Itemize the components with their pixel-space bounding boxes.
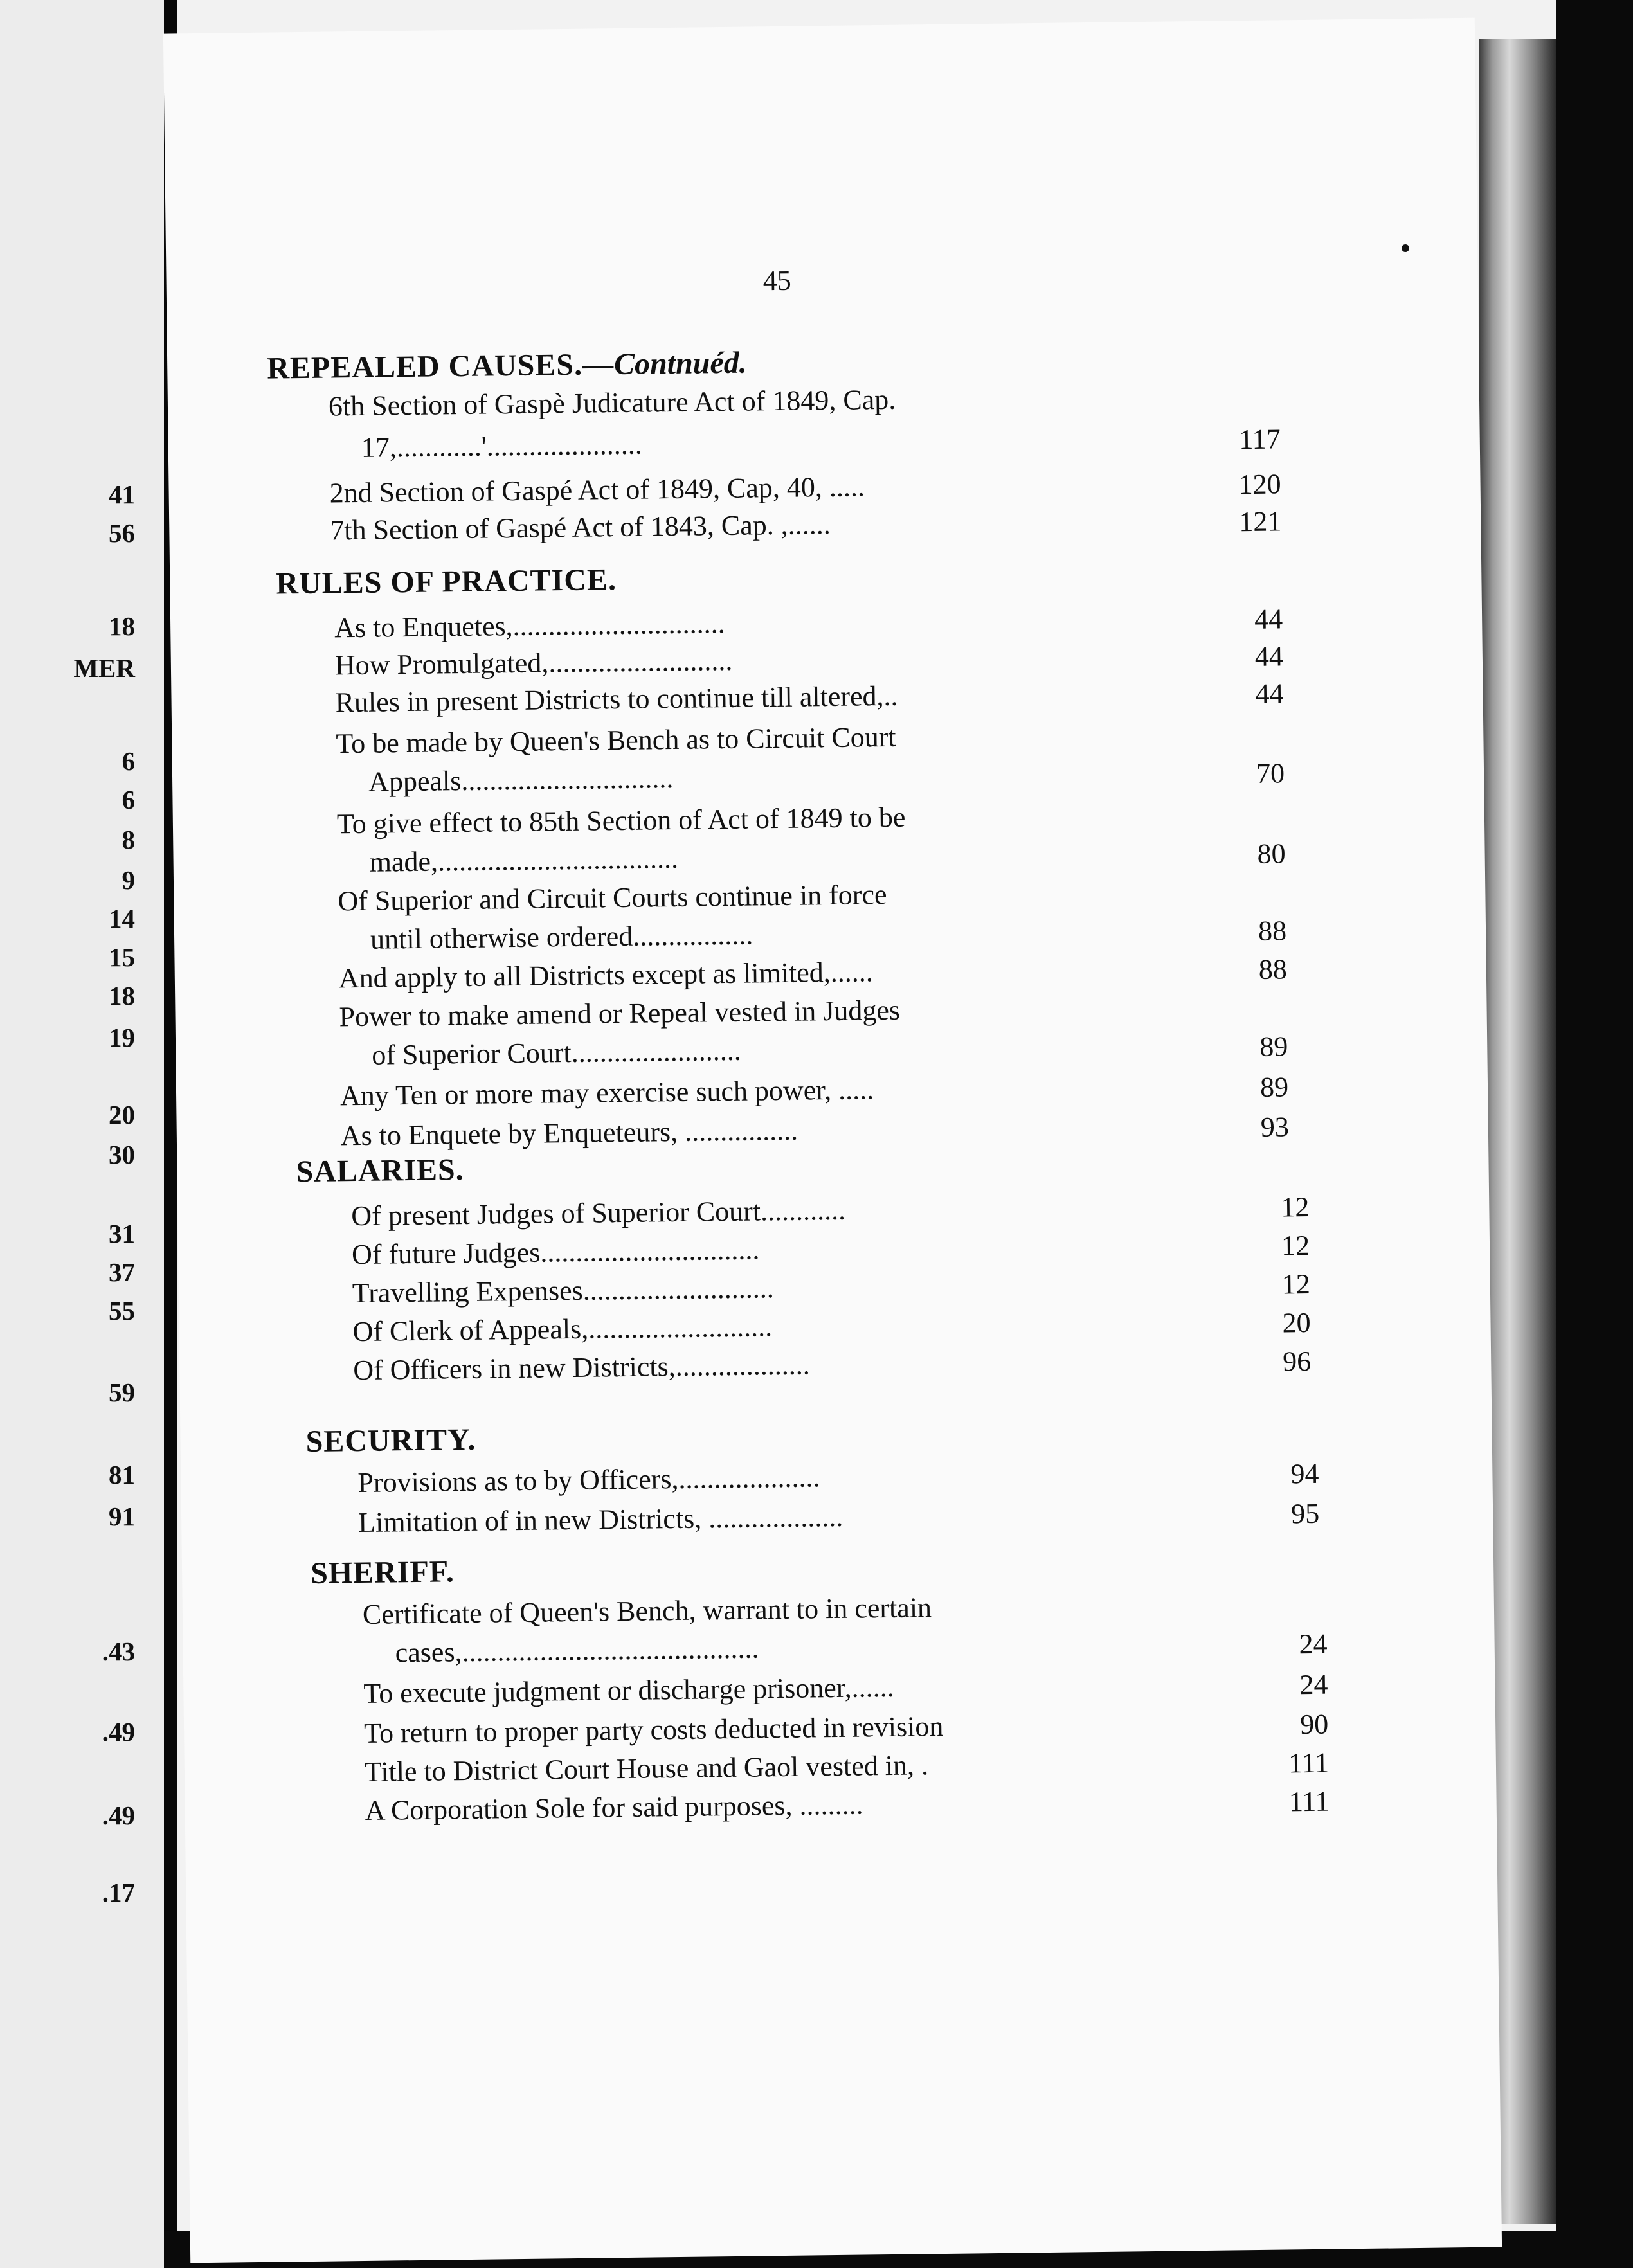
- index-entry-page: 88: [1258, 915, 1287, 947]
- index-entry-page: 89: [1259, 1071, 1289, 1103]
- index-entry-line: Travelling Expenses...........................: [352, 1272, 775, 1310]
- index-entry-line: made,..................................: [369, 842, 679, 878]
- index-entry-page: 44: [1254, 603, 1283, 635]
- index-entry-page: 90: [1299, 1708, 1329, 1741]
- facing-page-number: 31: [109, 1219, 135, 1248]
- index-entry-page: 93: [1260, 1111, 1290, 1143]
- index-entry-line: Of Superior and Circuit Courts continue in force: [338, 878, 887, 917]
- index-entry-line: of Superior Court........................: [372, 1034, 741, 1071]
- section-heading: [311, 1554, 455, 1591]
- index-entry-line: Of Officers in new Districts,...................: [353, 1349, 810, 1387]
- index-entry-page: 24: [1299, 1628, 1328, 1661]
- index-entry-page: 96: [1282, 1345, 1312, 1378]
- index-entry-line: Any Ten or more may exercise such power, .....: [339, 1074, 874, 1112]
- facing-page-number: MER: [73, 653, 135, 683]
- index-entry-page: 44: [1255, 678, 1284, 710]
- facing-page-number: .49: [102, 1801, 135, 1830]
- index-entry-page: 80: [1257, 838, 1286, 870]
- index-entry-line: cases,..........................................: [395, 1632, 759, 1669]
- index-entry-page: 121: [1238, 505, 1282, 538]
- index-entry-line: 7th Section of Gaspé Act of 1843, Cap. ,......: [330, 508, 831, 546]
- index-entry-page: 70: [1256, 757, 1285, 789]
- index-entry-page: 111: [1288, 1785, 1330, 1818]
- ink-dot: [1402, 244, 1409, 252]
- facing-page-number: 19: [109, 1023, 135, 1052]
- index-entry-line: And apply to all Districts except as limited,......: [338, 956, 874, 995]
- index-entry-page: 20: [1282, 1306, 1311, 1339]
- index-entry-line: As to Enquete by Enqueteurs, ................: [340, 1114, 798, 1152]
- facing-page-number: 18: [109, 611, 135, 641]
- facing-page-number: .43: [102, 1637, 135, 1666]
- index-entry-line: To execute judgment or discharge prisoner,......: [363, 1671, 894, 1709]
- index-entry-line: Of present Judges of Superior Court............: [351, 1194, 846, 1232]
- section-heading: [296, 1152, 464, 1189]
- index-entry-line: Appeals..............................: [368, 762, 674, 798]
- index-entry-line: Provisions as to by Officers,....................: [357, 1461, 820, 1499]
- section-heading-text: REPEALED CAUSES.—: [266, 347, 615, 386]
- index-entry-page: 95: [1290, 1497, 1320, 1530]
- index-entry-line: How Promulgated,..........................: [334, 644, 733, 681]
- facing-page-number: 41: [109, 480, 135, 509]
- facing-page-number: 18: [109, 981, 135, 1011]
- scan-border-right: [1556, 0, 1633, 2268]
- index-entry-page: 117: [1239, 423, 1281, 456]
- section-heading-text: SHERIFF.: [310, 1554, 455, 1590]
- index-entry-page: 94: [1290, 1457, 1319, 1490]
- facing-page-number: 55: [109, 1296, 135, 1326]
- index-entry-line: To give effect to 85th Section of Act of 1849 to be: [336, 801, 906, 840]
- facing-page-number: 6: [122, 746, 135, 776]
- page-number: 45: [762, 264, 791, 297]
- index-entry-line: Of Clerk of Appeals,..........................: [352, 1311, 773, 1348]
- facing-page-number: 30: [109, 1140, 135, 1169]
- facing-page: [0, 0, 164, 2268]
- facing-page-number: 20: [109, 1100, 135, 1130]
- facing-page-number: 8: [122, 825, 135, 854]
- facing-page-number: 81: [109, 1460, 135, 1490]
- index-entry-page: 44: [1254, 640, 1284, 672]
- section-heading-continued: Contnuéd.: [613, 345, 748, 382]
- section-heading-text: RULES OF PRACTICE.: [276, 562, 617, 601]
- facing-page-number: 6: [122, 785, 135, 815]
- index-entry-line: Power to make amend or Repeal vested in Judges: [339, 994, 901, 1033]
- index-entry-page: 120: [1238, 468, 1281, 501]
- index-entry-page: 24: [1299, 1668, 1328, 1701]
- index-entry-line: To be made by Queen's Bench as to Circuit Court: [336, 721, 896, 760]
- index-entry-line: 6th Section of Gaspè Judicature Act of 1849, Cap.: [328, 383, 896, 422]
- index-entry-page: 12: [1281, 1229, 1310, 1262]
- index-entry-page: 12: [1281, 1268, 1311, 1300]
- facing-page-number: 59: [109, 1378, 135, 1407]
- index-entry-line: 2nd Section of Gaspé Act of 1849, Cap, 40, .....: [329, 471, 865, 509]
- facing-page-number: 14: [109, 904, 135, 933]
- index-entry-line: A Corporation Sole for said purposes, .........: [365, 1788, 863, 1826]
- facing-page-number: 9: [122, 865, 135, 895]
- index-entry-page: 111: [1288, 1747, 1330, 1779]
- index-entry-page: 89: [1259, 1030, 1288, 1063]
- facing-page-number: 15: [109, 942, 135, 972]
- facing-page-number: 37: [109, 1257, 135, 1287]
- index-entry-page: 88: [1258, 953, 1288, 986]
- index-entry-line: Limitation of in new Districts, ...................: [357, 1500, 844, 1539]
- index-page: [163, 18, 1502, 2264]
- index-entry-page: 12: [1281, 1191, 1310, 1223]
- section-heading-text: SECURITY.: [305, 1422, 476, 1459]
- section-heading: [276, 562, 617, 601]
- facing-page-number: .17: [102, 1878, 135, 1907]
- section-heading: [305, 1422, 476, 1459]
- index-entry-line: As to Enquetes,..............................: [334, 607, 725, 644]
- index-entry-line: until otherwise ordered.................: [370, 919, 753, 955]
- index-entry-line: Of future Judges...............................: [351, 1234, 760, 1271]
- facing-page-number: 56: [109, 518, 135, 548]
- index-entry-line: Title to District Court House and Gaol vested in, .: [364, 1749, 929, 1788]
- index-entry-line: 17,............'......................: [361, 428, 642, 464]
- index-entry-line: Rules in present Districts to continue till altered,..: [335, 680, 898, 719]
- index-entry-line: Certificate of Queen's Bench, warrant to in certain: [362, 1592, 932, 1630]
- facing-page-number: .49: [102, 1717, 135, 1747]
- section-heading: [267, 345, 747, 386]
- section-heading-text: SALARIES.: [296, 1153, 464, 1189]
- facing-page-number: 91: [109, 1502, 135, 1531]
- index-entry-line: To return to proper party costs deducted in revision: [363, 1710, 944, 1749]
